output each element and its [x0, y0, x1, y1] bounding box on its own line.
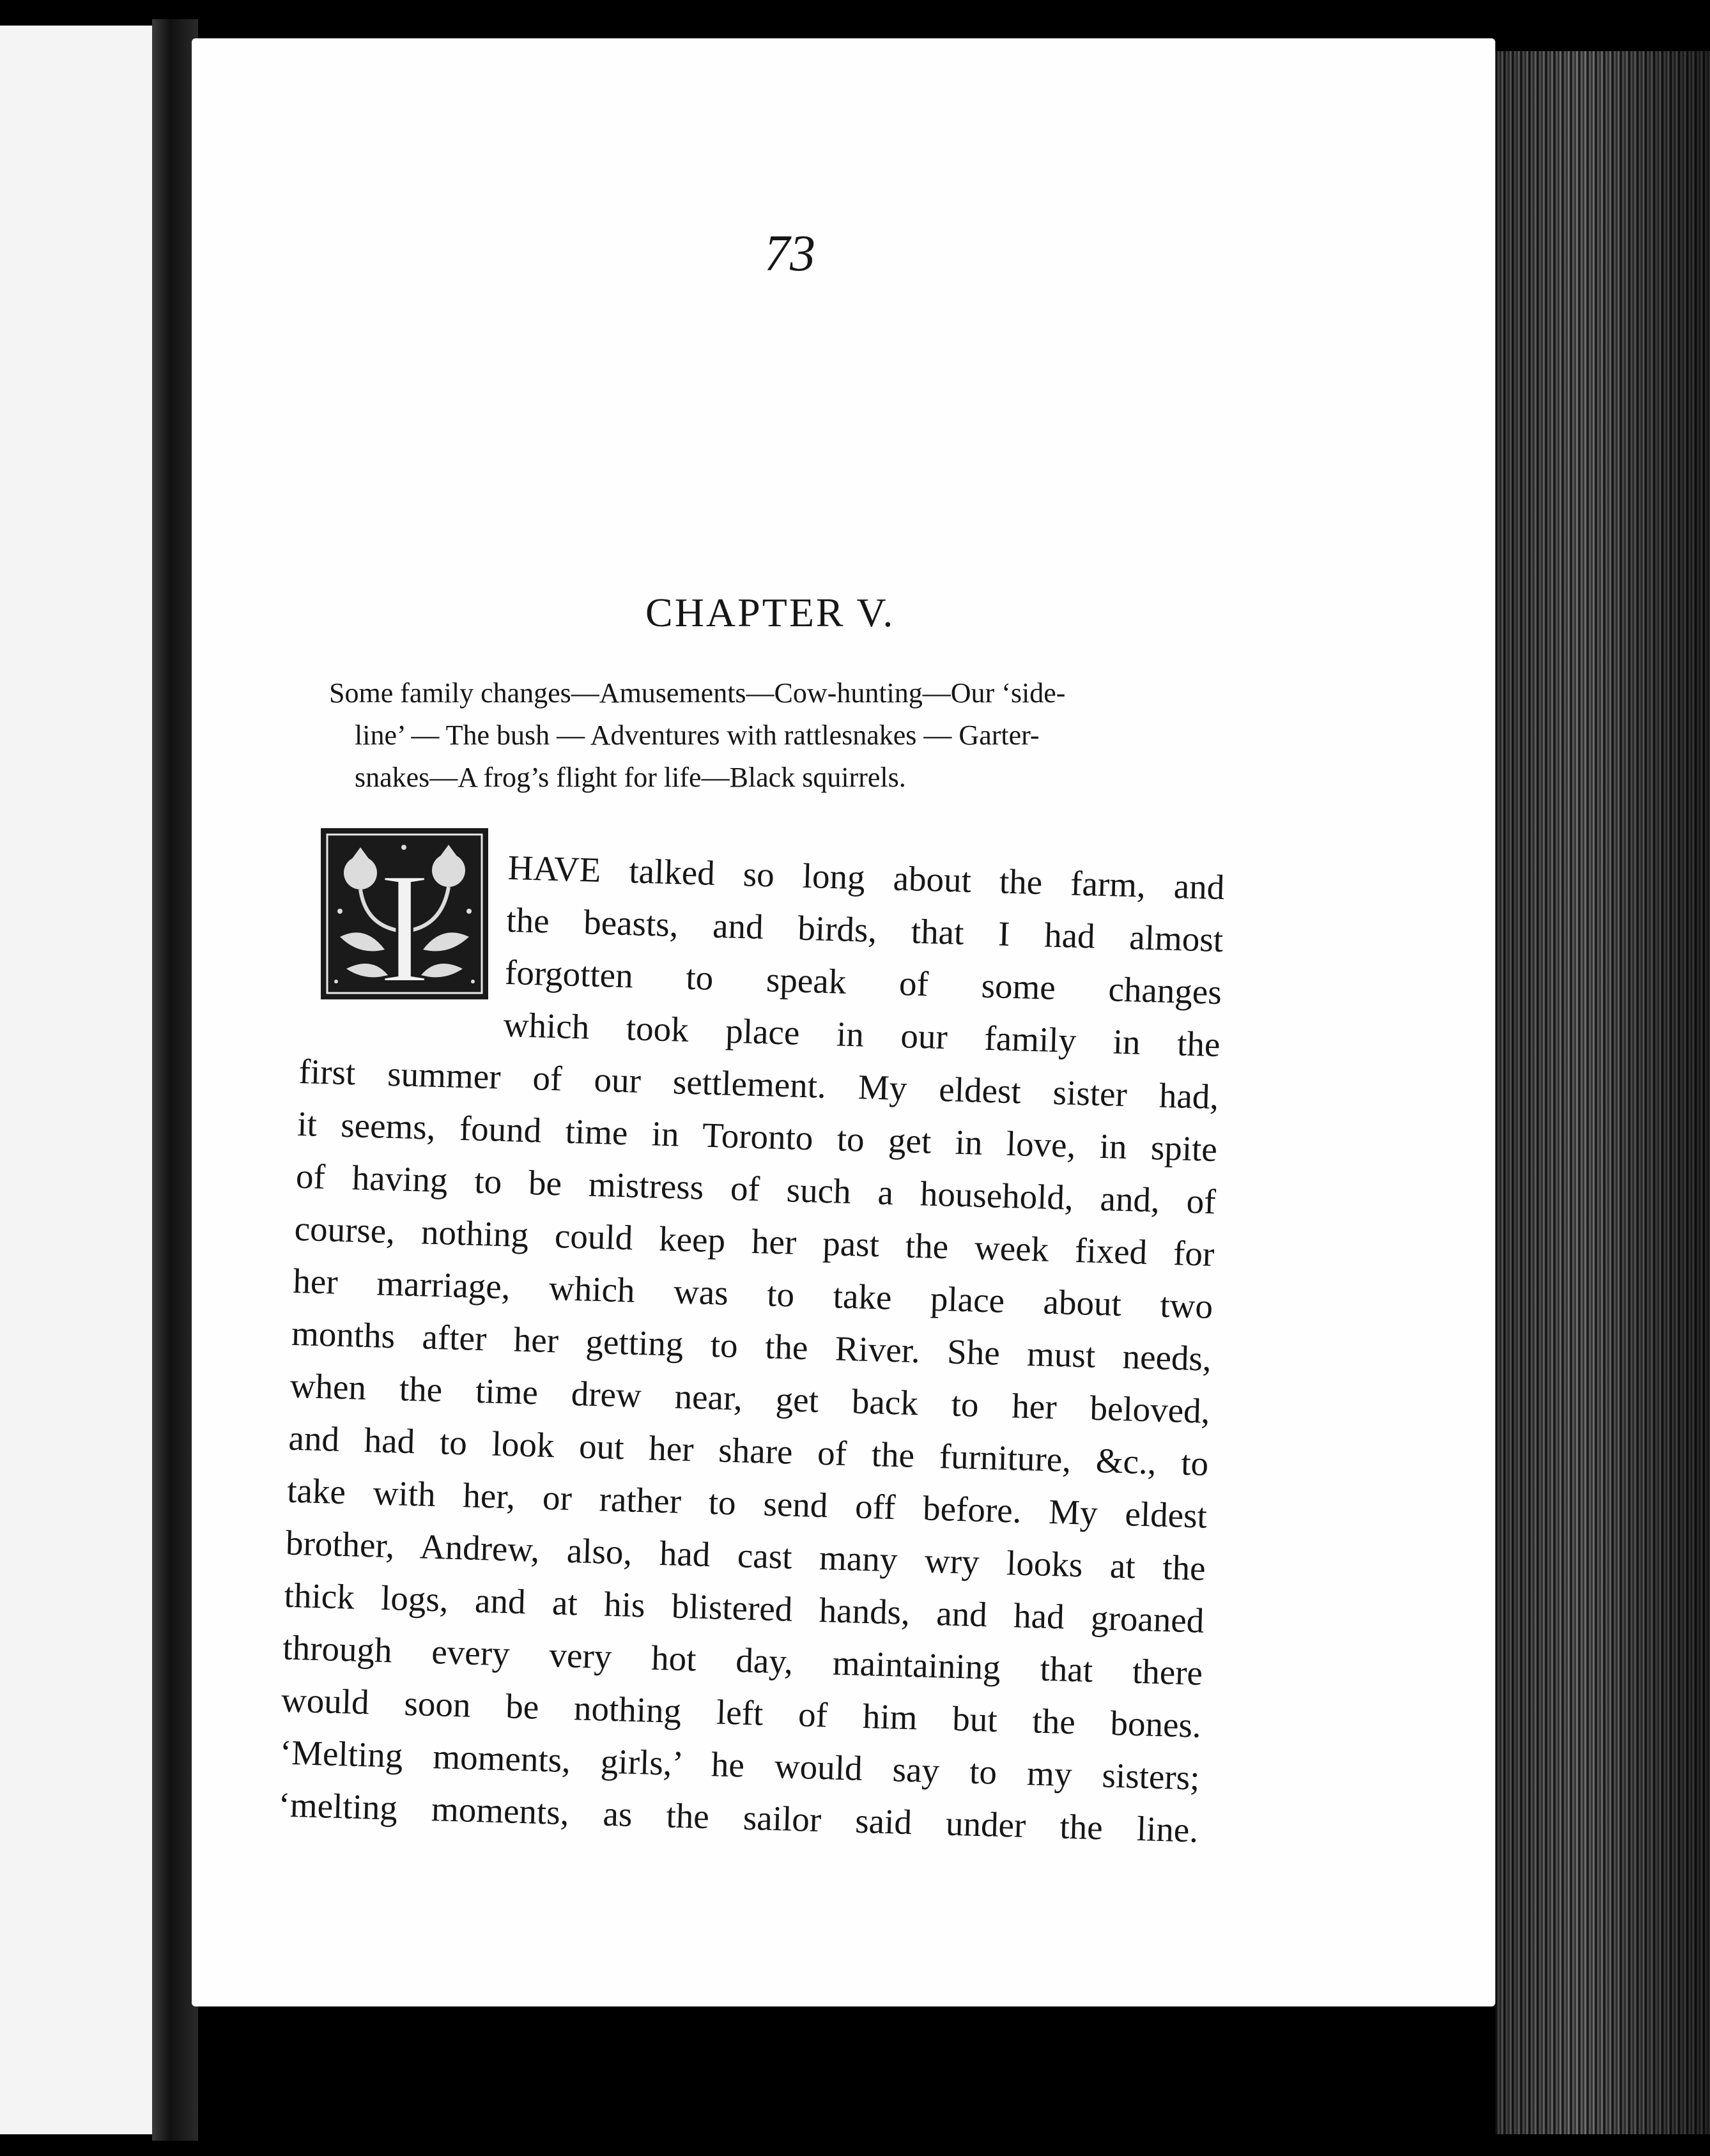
page-number: 73: [764, 226, 815, 282]
body-line: and had to look out her share of the furniture, &c., to: [288, 1418, 1209, 1483]
page-stack-shadow: [1495, 51, 1710, 2134]
body-line: months after her getting to the River. She must needs,: [291, 1313, 1212, 1378]
body-line: would soon be nothing left of him but the bones.: [281, 1680, 1202, 1745]
body-line: take with her, or rather to send off before. My eldest: [286, 1470, 1208, 1536]
body-line: brother, Andrew, also, had cast many wry looks at the: [285, 1523, 1206, 1588]
body-line: ‘Melting moments, girls,’ he would say to my sisters;: [279, 1732, 1201, 1798]
body-line: which took place in our family in the: [503, 1005, 1221, 1065]
chapter-summary: [329, 672, 1243, 799]
body-line: first summer of our settlement. My eldest sister had,: [298, 1051, 1220, 1117]
previous-page-edge: [0, 26, 152, 2134]
body-line: of having to be mistress of such a household, and, of: [295, 1156, 1217, 1221]
chapter-summary-line: snakes—A frog’s flight for life—Black squirrels.: [355, 762, 906, 793]
body-line: course, nothing could keep her past the week fixed for: [293, 1208, 1215, 1274]
body-line: HAVE talked so long about the farm, and: [507, 847, 1226, 907]
body-line: thick logs, and at his blistered hands, and had groaned: [283, 1575, 1205, 1640]
chapter-summary-line: line’ — The bush — Adventures with rattlesnakes — Garter-: [355, 720, 1040, 751]
body-line: forgotten to speak of some changes: [504, 952, 1222, 1012]
chapter-title: CHAPTER V.: [645, 590, 895, 635]
body-line: the beasts, and birds, that I had almost: [505, 900, 1224, 960]
body-line: when the time drew near, get back to her beloved,: [289, 1366, 1211, 1431]
body-line: it seems, found time in Toronto to get in love, in spite: [297, 1104, 1218, 1169]
body-line: her marriage, which was to take place about two: [292, 1261, 1213, 1326]
body-line: ‘melting moments, as the sailor said under the line.: [277, 1785, 1199, 1850]
body-text: [277, 836, 1225, 1857]
initial-letter: I: [378, 840, 431, 999]
body-line: through every very hot day, maintaining that there: [282, 1628, 1203, 1693]
chapter-summary-line: Some family changes—Amusements—Cow-hunting—Our ‘side-: [329, 677, 1066, 709]
